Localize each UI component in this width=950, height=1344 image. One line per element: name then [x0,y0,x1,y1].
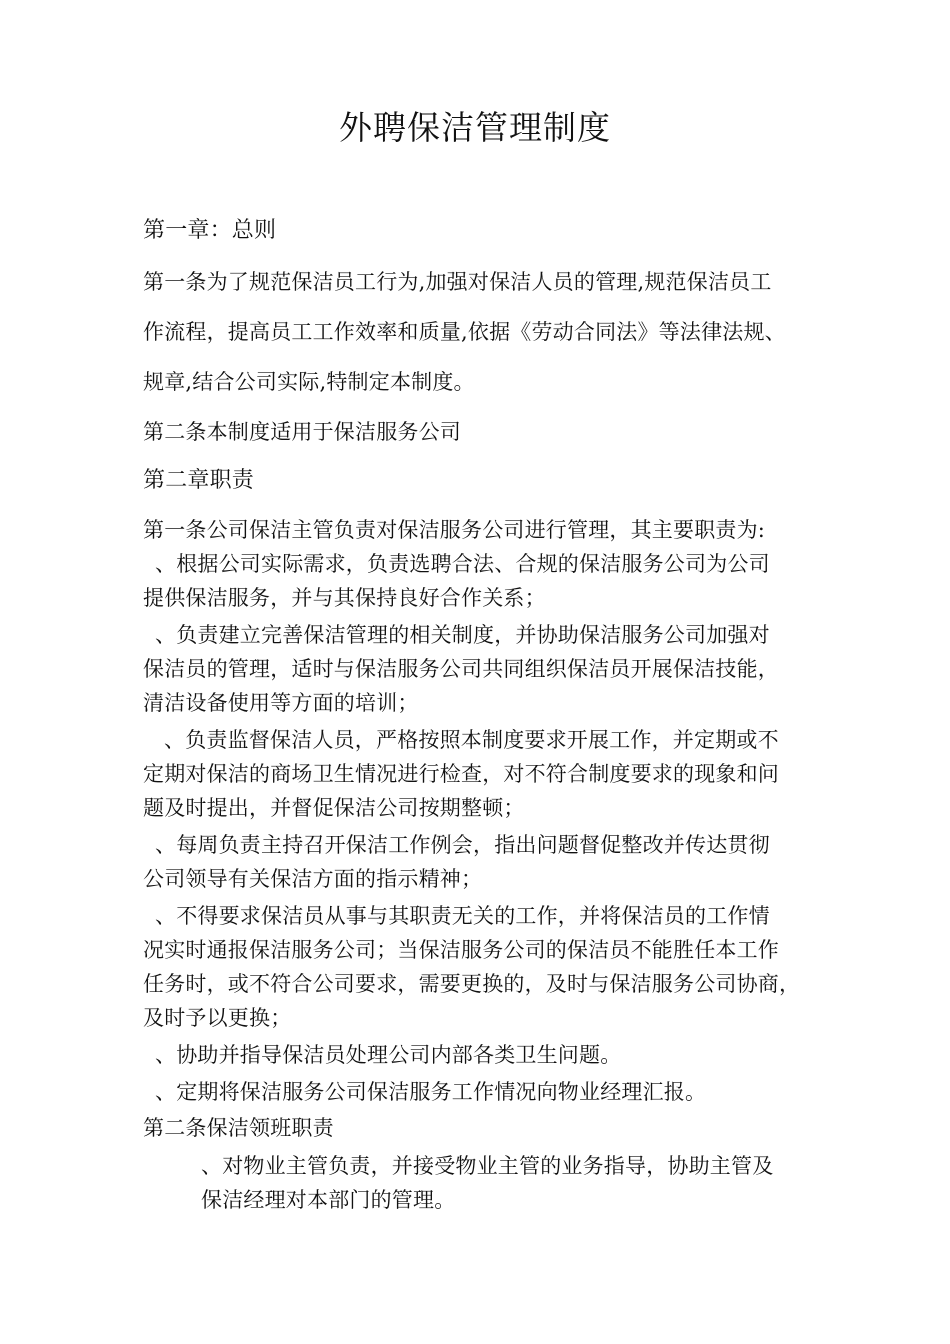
paragraph-line: 规章,结合公司实际,特制定本制度。 [143,370,475,394]
list-item-line: 任务时，或不符合公司要求，需要更换的，及时与保洁服务公司协商， [143,972,801,996]
list-item-line: 、对物业主管负责，并接受物业主管的业务指导，协助主管及 [201,1154,774,1178]
list-item-line: 、协助并指导保洁员处理公司内部各类卫生问题。 [155,1043,622,1067]
list-item-line: 、不得要求保洁员从事与其职责无关的工作，并将保洁员的工作情 [155,904,770,928]
list-item-line: 、根据公司实际需求，负责选聘合法、合规的保洁服务公司为公司 [155,552,770,576]
paragraph-line: 第一条公司保洁主管负责对保洁服务公司进行管理，其主要职责为: [143,518,766,542]
document-title: 外聘保洁管理制度 [339,108,611,147]
chapter-heading: 第二章职责 [143,468,255,493]
paragraph-line: 作流程，提高员工工作效率和质量,依据《劳动合同法》等法律法规、 [143,320,786,344]
paragraph-line: 第一条为了规范保洁员工行为,加强对保洁人员的管理,规范保洁员工 [143,270,772,294]
list-item-line: 况实时通报保洁服务公司；当保洁服务公司的保洁员不能胜任本工作 [143,938,779,962]
chapter-heading: 第一章：总则 [143,218,277,243]
list-item-line: 题及时提出，并督促保洁公司按期整顿； [143,796,525,820]
list-item-line: 保洁经理对本部门的管理。 [201,1188,456,1212]
list-item-line: 、负责建立完善保洁管理的相关制度，并协助保洁服务公司加强对 [155,623,770,647]
list-item-line: 公司领导有关保洁方面的指示精神； [143,867,483,891]
paragraph-line: 第二条本制度适用于保洁服务公司 [143,420,461,444]
list-item-line: 、每周负责主持召开保洁工作例会，指出问题督促整改并传达贯彻 [155,833,770,857]
list-item-line: 、定期将保洁服务公司保洁服务工作情况向物业经理汇报。 [155,1080,707,1104]
list-item-line: 提供保洁服务，并与其保持良好合作关系； [143,586,546,610]
paragraph-line: 第二条保洁领班职责 [143,1116,334,1140]
list-item-line: 定期对保洁的商场卫生情况进行检查，对不符合制度要求的现象和问 [143,762,779,786]
list-item-line: 、负责监督保洁人员，严格按照本制度要求开展工作，并定期或不 [164,728,779,752]
list-item-line: 保洁员的管理，适时与保洁服务公司共同组织保洁员开展保洁技能， [143,657,779,681]
list-item-line: 清洁设备使用等方面的培训； [143,691,419,715]
list-item-line: 及时予以更换； [143,1006,292,1030]
